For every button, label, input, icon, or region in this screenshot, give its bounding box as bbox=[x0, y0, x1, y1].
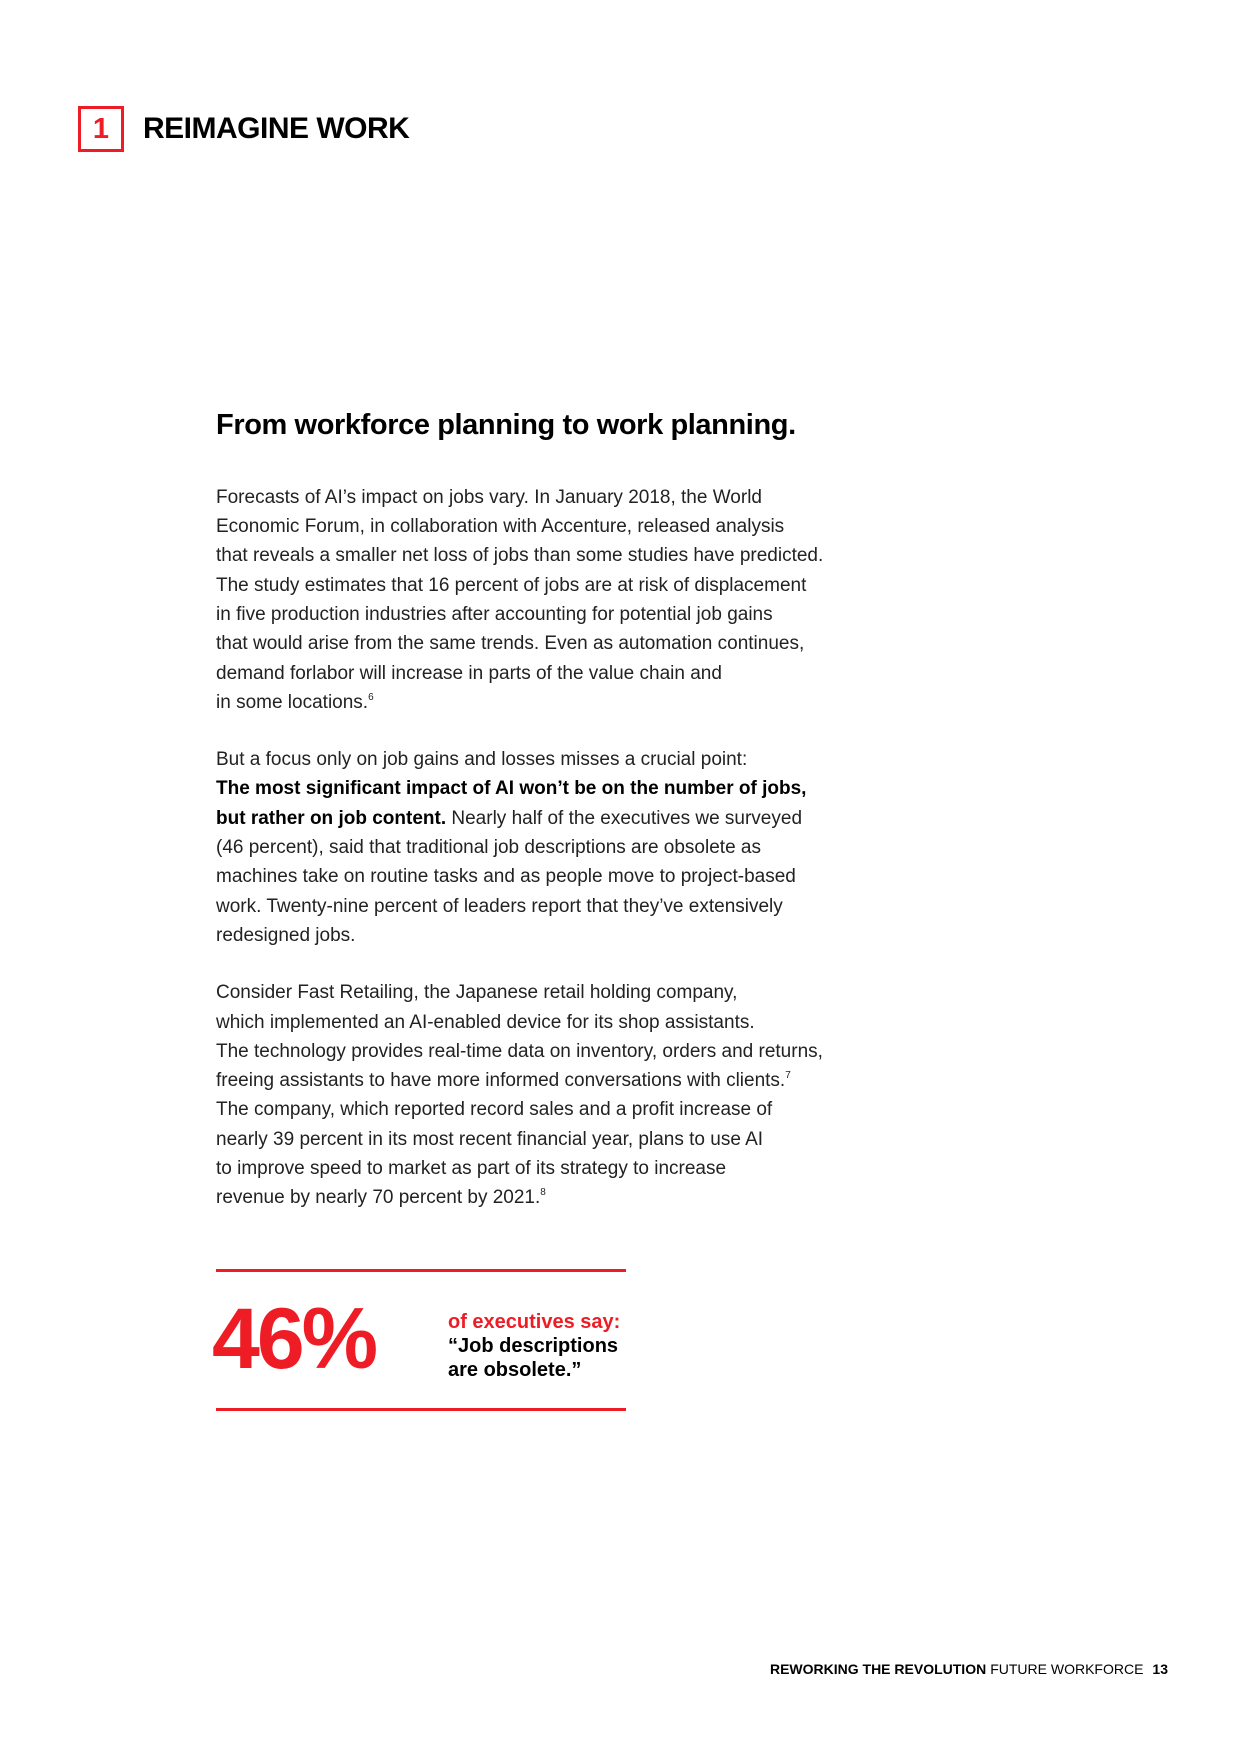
text-line: to improve speed to market as part of its strategy to increase bbox=[216, 1158, 727, 1180]
text-line bbox=[216, 1066, 906, 1095]
footnote-ref: 7 bbox=[785, 1070, 791, 1082]
text-line: work. Twenty-nine percent of leaders report that they’ve extensively bbox=[216, 895, 783, 917]
key-statement: The most significant impact of AI won’t be on the number of jobs, bbox=[216, 778, 807, 800]
stat-quote-line: are obsolete.” bbox=[448, 1359, 582, 1381]
text-line: (46 percent), said that traditional job descriptions are obsolete as bbox=[216, 837, 761, 859]
text-line: The technology provides real-time data on inventory, orders and returns, bbox=[216, 1040, 823, 1062]
text-line: nearly 39 percent in its most recent financial year, plans to use AI bbox=[216, 1128, 764, 1150]
paragraph-fast-retailing bbox=[216, 978, 906, 1212]
text-line: demand forlabor will increase in parts of the value chain and bbox=[216, 662, 722, 684]
text-line bbox=[216, 804, 906, 833]
footer-publication: REWORKING THE REVOLUTION bbox=[769, 1661, 987, 1677]
section-header bbox=[78, 106, 409, 152]
text-line: The study estimates that 16 percent of jobs are at risk of displacement bbox=[216, 574, 807, 596]
article-body bbox=[216, 408, 906, 1241]
text-line: machines take on routine tasks and as people move to project-based bbox=[216, 866, 796, 888]
text-line: which implemented an AI-enabled device for its shop assistants. bbox=[216, 1011, 755, 1033]
text-fragment: freeing assistants to have more informed conversations with clients. bbox=[216, 1070, 786, 1092]
text-line: that reveals a smaller net loss of jobs than some studies have predicted. bbox=[216, 545, 824, 567]
text-fragment: revenue by nearly 70 percent by 2021. bbox=[216, 1187, 541, 1209]
key-statement: but rather on job content. bbox=[216, 807, 447, 829]
text-line bbox=[216, 774, 906, 803]
text-line: in five production industries after accounting for potential job gains bbox=[216, 603, 773, 625]
text-line: But a focus only on job gains and losses misses a crucial point: bbox=[216, 749, 748, 771]
text-line: that would arise from the same trends. Even as automation continues, bbox=[216, 633, 805, 655]
section-title: REIMAGINE WORK bbox=[143, 112, 410, 145]
stat-lead-text: of executives say: bbox=[448, 1311, 621, 1333]
footer-section: FUTURE WORKFORCE bbox=[990, 1661, 1144, 1677]
text-line: Forecasts of AI’s impact on jobs vary. In January 2018, the World bbox=[216, 486, 762, 508]
page-footer bbox=[770, 1661, 1168, 1677]
footnote-ref: 6 bbox=[368, 691, 374, 703]
text-line: Economic Forum, in collaboration with Accenture, released analysis bbox=[216, 516, 785, 538]
paragraph-forecasts bbox=[216, 483, 906, 717]
footnote-ref: 8 bbox=[540, 1187, 546, 1199]
text-line: Consider Fast Retailing, the Japanese retail holding company, bbox=[216, 982, 738, 1004]
stat-percentage: 46% bbox=[212, 1291, 376, 1387]
text-fragment: in some locations. bbox=[216, 691, 369, 713]
article-heading: From workforce planning to work planning. bbox=[216, 409, 796, 441]
text-line bbox=[216, 1183, 906, 1212]
stat-caption bbox=[448, 1310, 620, 1382]
text-fragment: Nearly half of the executives we surveyed bbox=[446, 807, 803, 829]
section-number-badge: 1 bbox=[78, 106, 124, 152]
text-line: redesigned jobs. bbox=[216, 924, 356, 946]
paragraph-job-content bbox=[216, 745, 906, 950]
text-line bbox=[216, 688, 906, 717]
stat-callout bbox=[212, 1269, 626, 1411]
page-number: 13 bbox=[1152, 1661, 1168, 1677]
text-line: The company, which reported record sales and a profit increase of bbox=[216, 1099, 773, 1121]
stat-quote-line: “Job descriptions bbox=[448, 1335, 619, 1357]
